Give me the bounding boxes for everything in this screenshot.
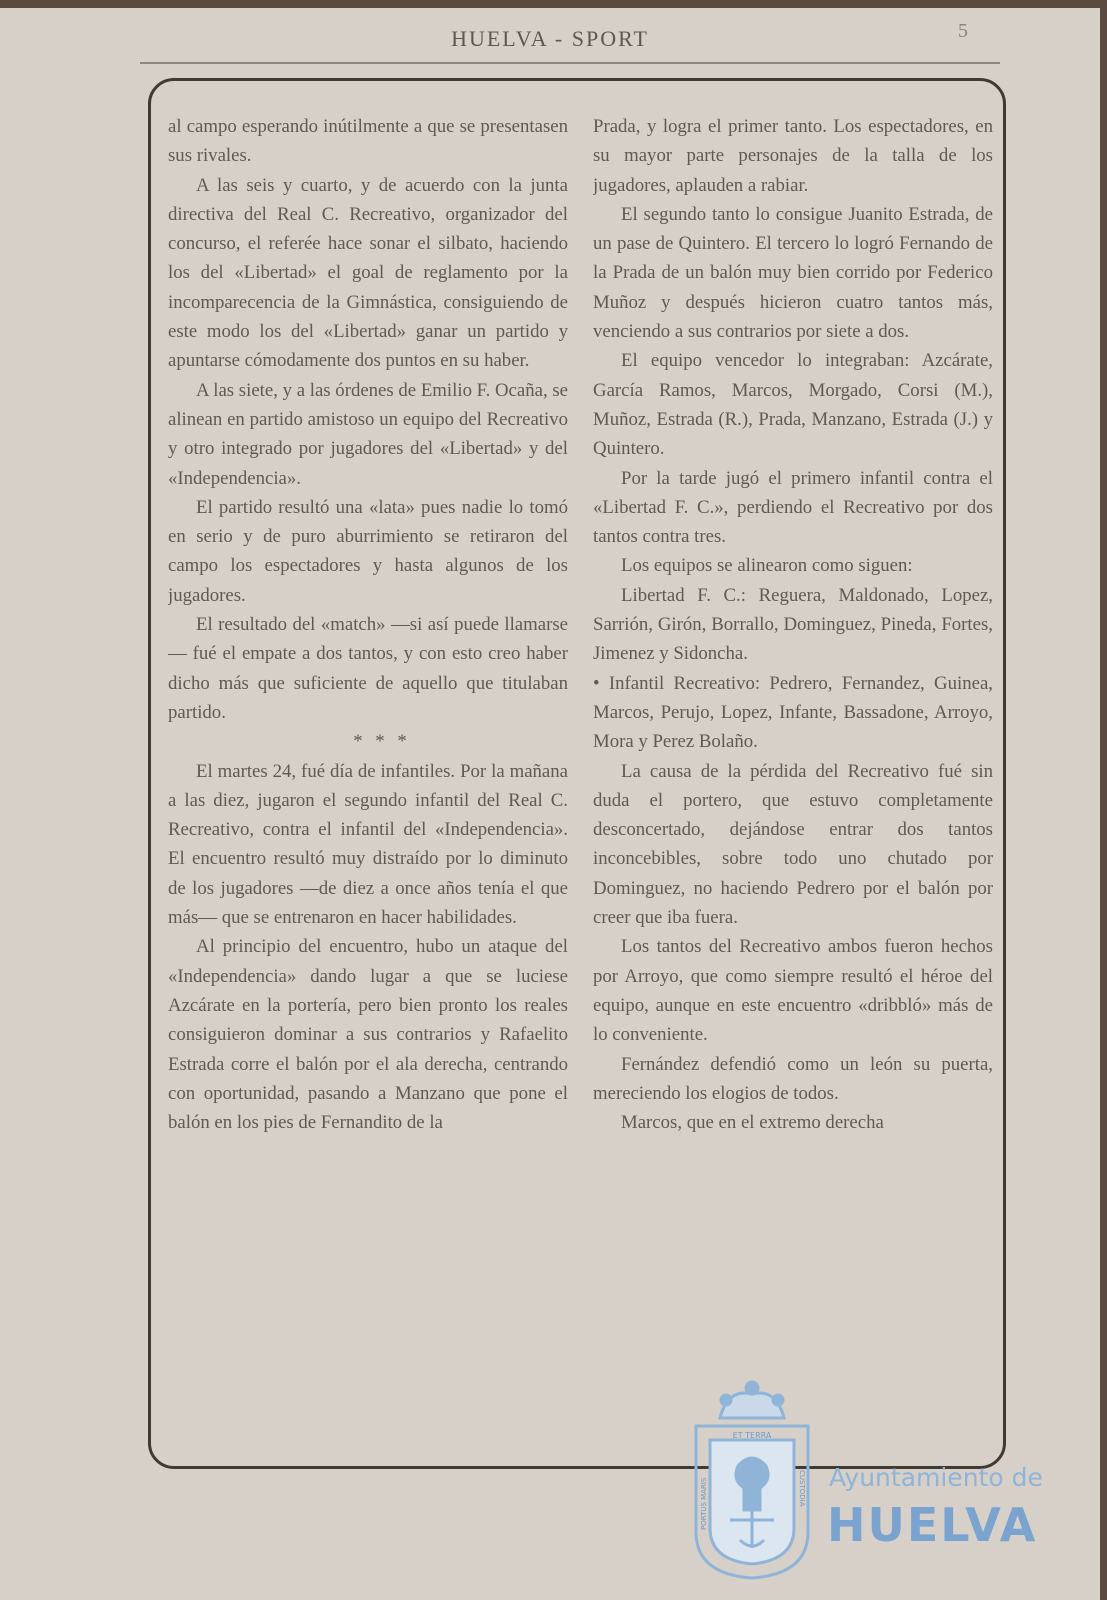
paragraph: El equipo vencedor lo integraban: Azcárate, García Ramos, Marcos, Morgado, Corsi (M.), Muñoz, Estrada (R.), Prada, Manzano, Estrada (J.) y Quintero.: [593, 350, 993, 460]
paragraph: El partido resultó una «lata» pues nadie lo tomó en serio y de puro aburrimiento se retiraron del campo los espectadores y hasta algunos de los jugadores.: [168, 496, 568, 606]
crest-side-left: PORTUS MARIS: [700, 1477, 708, 1530]
page-header: [0, 16, 1100, 56]
paragraph: El martes 24, fué día de infantiles. Por la mañana a las diez, jugaron el segundo infantil del Real C. Recreativo, contra el infantil del «Independencia». El encuentro resultó muy distraído por lo diminuto de los jugadores —de diez a once años tenía el que más— que se entrenaron en hacer habilidades.: [168, 760, 568, 929]
paragraph: Marcos, que en el extremo derecha: [621, 1112, 884, 1134]
paragraph: Prada, y logra el primer tanto. Los espectadores, en su mayor parte personajes de la talla de los jugadores, aplauden a rabiar.: [593, 116, 993, 196]
paragraph: A las siete, y a las órdenes de Emilio F. Ocaña, se alinean en partido amistoso un equipo del Recreativo y otro integrado por jugadores del «Libertad» y del «Independencia».: [168, 379, 568, 489]
crest-side-right: CUSTODIA: [798, 1470, 806, 1507]
paragraph: Al principio del encuentro, hubo un ataque del «Independencia» dando lugar a que se luciese Azcárate en la portería, pero bien pronto los reales consiguieron dominar a sus contrarios y Rafaelito Estrada corre el balón por el ala derecha, centrando con oportunidad, pasando a Manzano que pone el balón en los pies de Fernandito de la: [168, 936, 568, 1134]
newspaper-page: [0, 8, 1100, 1600]
paragraph: Fernández defendió como un león su puerta, mereciendo los elogios de todos.: [593, 1053, 993, 1104]
article-column-right: [593, 112, 993, 1424]
paragraph: El resultado del «match» —si así puede llamarse— fué el empate a dos tantos, y con esto creo haber dicho más que suficiente de aquello que titulaban partido.: [168, 614, 568, 723]
paragraph: Los tantos del Recreativo ambos fueron hechos por Arroyo, que como siempre resultó el héroe del equipo, aunque en este encuentro «dribbló» más de lo conveniente.: [593, 936, 993, 1046]
paragraph: Los equipos se alinearon como siguen:: [621, 555, 913, 577]
article-column-left: [168, 112, 568, 1424]
header-rule: [140, 62, 1000, 64]
paragraph: La causa de la pérdida del Recreativo fué sin duda el portero, que estuvo completamente desconcertado, dejándose entrar dos tantos inconcebibles, sobre todo uno chutado por Dominguez, no haciendo Pedrero por el balón por creer que iba fuera.: [593, 760, 993, 929]
running-title: HUELVA - SPORT: [451, 26, 649, 51]
paragraph: Libertad F. C.: Reguera, Maldonado, Lopez, Sarrión, Girón, Borrallo, Dominguez, Pineda, Fortes, Jimenez y Sidoncha.: [593, 584, 993, 665]
paragraph: El segundo tanto lo consigue Juanito Estrada, de un pase de Quintero. El tercero lo logró Fernando de la Prada de un balón muy bien corrido por Federico Muñoz y después hicieron cuatro tantos más, venciendo a sus contrarios por siete a dos.: [593, 203, 993, 343]
crest-motto: ET TERRA: [732, 1431, 772, 1440]
paragraph: Por la tarde jugó el primero infantil contra el «Libertad F. C.», perdiendo el Recreativo por dos tantos contra tres.: [593, 467, 993, 548]
city-council-watermark: [690, 1380, 1090, 1580]
page-number: 5: [958, 20, 968, 42]
paragraph: al campo esperando inútilmente a que se presentasen sus rivales.: [168, 116, 568, 167]
paragraph: A las seis y cuarto, y de acuerdo con la junta directiva del Real C. Recreativo, organizador del concurso, el referée hace sonar el silbato, haciendo los del «Libertad» el goal de reglamento por la incomparecencia de la Gimnástica, consiguiendo de este modo los del «Libertad» ganar un partido y apuntarse cómodamente dos puntos en su haber.: [168, 174, 568, 372]
section-separator: * * *: [353, 731, 411, 753]
paragraph: • Infantil Recreativo: Pedrero, Fernandez, Guinea, Marcos, Perujo, Lopez, Infante, Bassadone, Arroyo, Mora y Perez Bolaño.: [593, 669, 993, 757]
crest-icon: [690, 1380, 814, 1580]
watermark-line-2: HUELVA: [827, 1498, 1038, 1552]
watermark-line-1: Ayuntamiento de: [829, 1463, 1043, 1492]
